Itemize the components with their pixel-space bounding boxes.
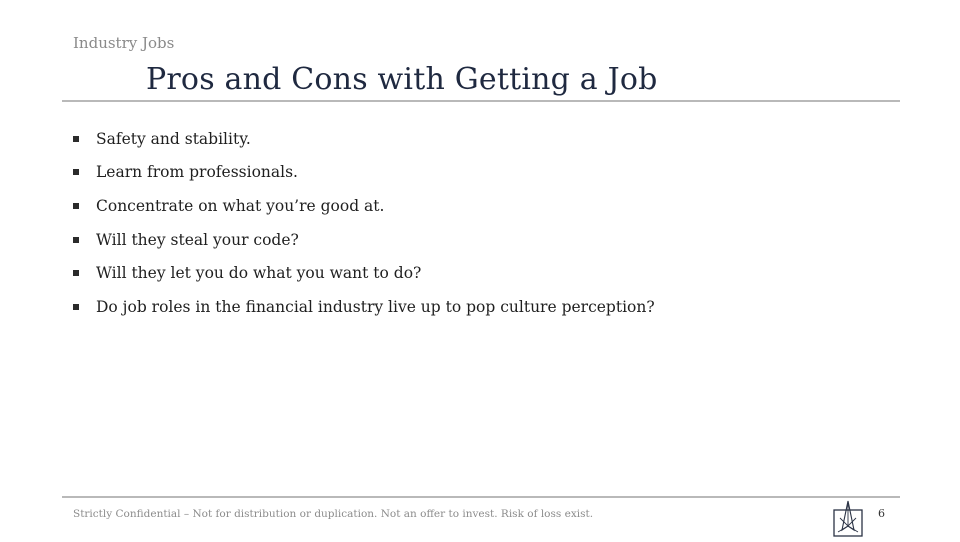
bullet-text: Will they steal your code? [96, 230, 299, 249]
footer-divider [62, 496, 900, 498]
bullet-icon [73, 270, 79, 276]
bullet-icon [73, 203, 79, 209]
bullet-icon [73, 136, 79, 142]
bullet-text: Concentrate on what you’re good at. [96, 196, 385, 215]
bullet-text: Will they let you do what you want to do? [96, 264, 422, 283]
bullet-icon [73, 304, 79, 310]
title-divider [62, 100, 900, 102]
brand-logo-icon [832, 500, 864, 538]
list-item [73, 256, 655, 290]
list-item [73, 223, 655, 257]
page-number: 6 [878, 507, 885, 520]
bullet-icon [73, 169, 79, 175]
bullet-text: Safety and stability. [96, 129, 251, 148]
section-label: Industry Jobs [73, 34, 175, 52]
bullet-icon [73, 237, 79, 243]
page-title: Pros and Cons with Getting a Job [146, 62, 658, 97]
footer-disclaimer: Strictly Confidential – Not for distribution or duplication. Not an offer to invest. Risk of loss exist. [73, 508, 594, 520]
list-item [73, 156, 655, 190]
list-item [73, 122, 655, 156]
list-item [73, 290, 655, 324]
bullet-text: Learn from professionals. [96, 163, 298, 182]
list-item [73, 189, 655, 223]
bullet-text: Do job roles in the financial industry live up to pop culture perception? [96, 297, 655, 316]
bullet-list [73, 122, 655, 324]
